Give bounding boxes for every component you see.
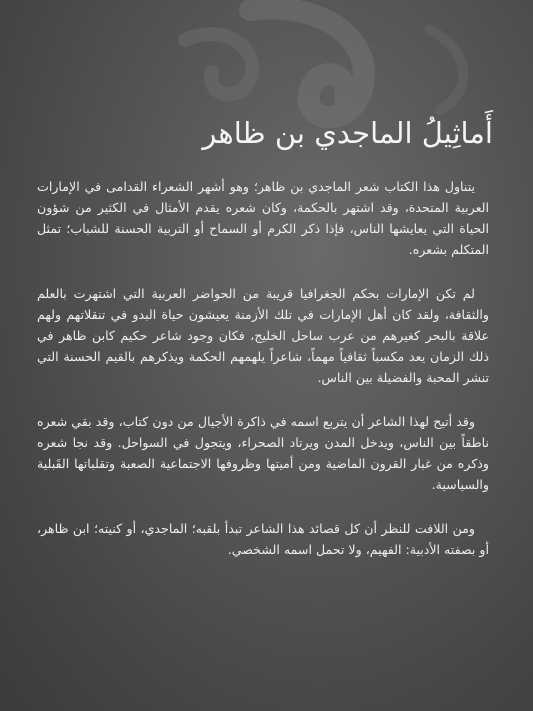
paragraph-2: لم تكن الإمارات بحكم الجغرافيا قريبة من الحواضر العربية التي اشتهرت بالعلم والثقافة، ولقد كان أهل الإمارات في تلك الأزمنة يعيشون حياة البدو في تنقلاتهم ولهم علاقة بالبحر كغيرهم من عرب ساحل الخليج، فكان وجود شاعر حكيم كابن ظاهر في ذلك الزمان يعد مكسباً ثقافياً مهماً، شاعراً يلهمهم الحكمة ويذكرهم بالقيم الحسنة التي تنشر المحبة والفضيلة بين الناس. [37, 286, 489, 385]
paragraph-3: وقد أتيح لهذا الشاعر أن يتربع اسمه في ذاكرة الأجيال من دون كتاب، وقد بقي شعره ناطقاً بين الناس، ويدخل المدن ويرتاد الصحراء، ويتجول في السواحل. وقد نجا شعره وذكره من غبار القرون الماضية ومن أميتها وظروفها الاجتماعية الصعبة وتقلباتها القَبلية والسياسية. [37, 414, 489, 492]
paragraph-4: ومن اللافت للنظر أن كل قصائد هذا الشاعر تبدأ بلقبه؛ الماجدي، أو كنيته؛ ابن ظاهر، أو بصفته الأدبية: الفهيم، ولا تحمل اسمه الشخصي. [37, 521, 489, 557]
page-title: أَماثِيلُ الماجدي بن ظاهر [202, 116, 493, 150]
body-text [37, 176, 489, 583]
paragraph-1: يتناول هذا الكتاب شعر الماجدي بن ظاهر؛ وهو أشهر الشعراء القدامى في الإمارات العربية المتحدة، وقد اشتهر بالحكمة، وكان شعره يقدم الأمثال في الكثير من شؤون الحياة التي يعايشها الناس، فإذا ذكر الكرم أو السماح أو التربية الحسنة للشباب؛ تمثل المتكلم بشعره. [37, 179, 489, 257]
